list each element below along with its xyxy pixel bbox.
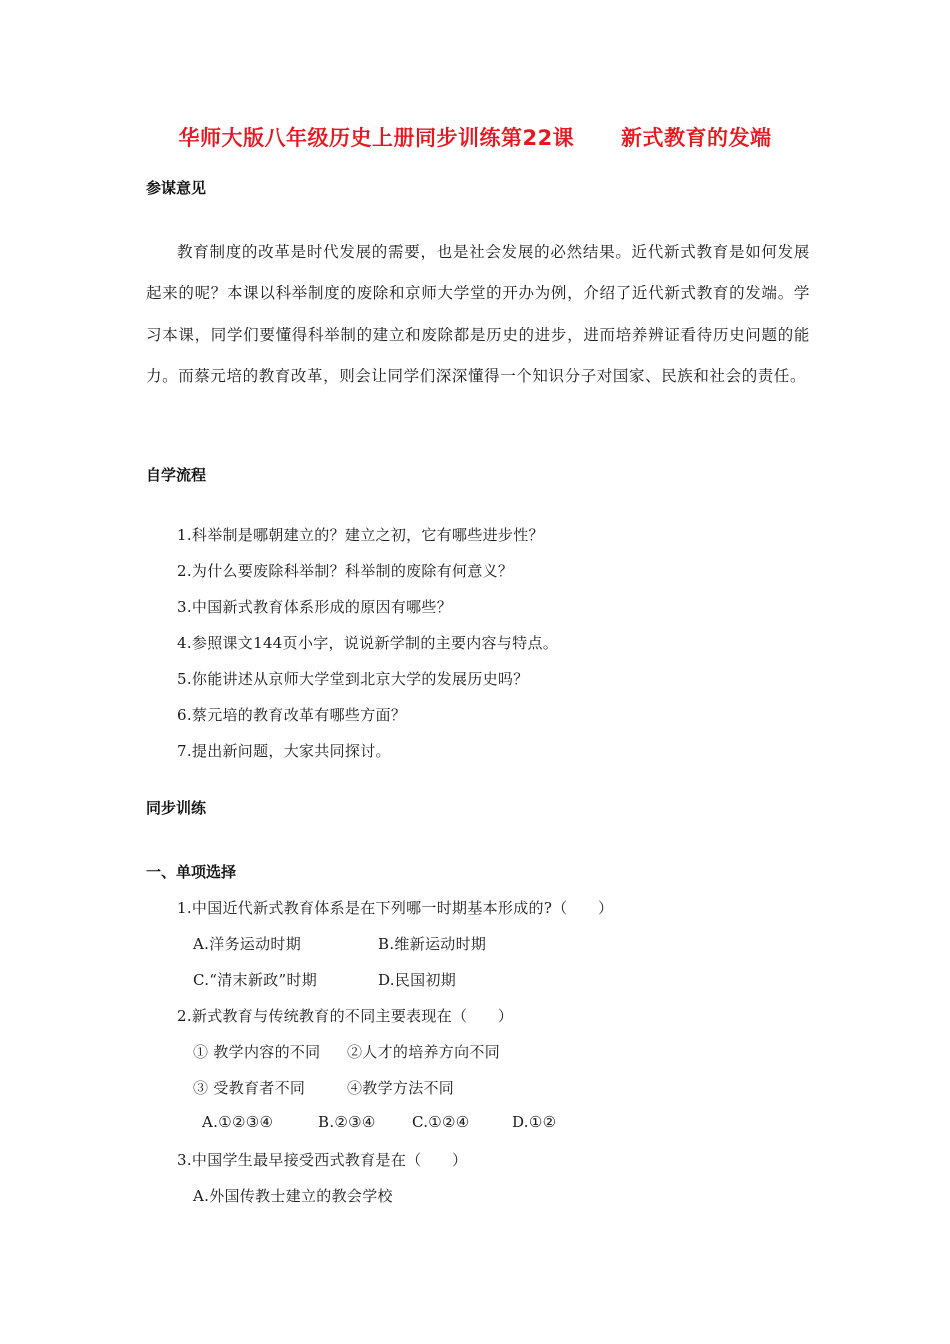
- self-study-item: 2.为什么要废除科举制？科举制的废除有何意义？: [177, 562, 514, 580]
- question-option: D.民国初期: [378, 971, 457, 989]
- question-stem: 3.中国学生最早接受西式教育是在（ ）: [177, 1151, 468, 1169]
- self-study-item: 6.蔡元培的教育改革有哪些方面？: [177, 706, 407, 724]
- question-option: C.“清末新政”时期: [193, 971, 318, 989]
- self-study-item: 1.科举制是哪朝建立的？建立之初，它有哪些进步性？: [177, 526, 544, 544]
- self-study-item: 4.参照课文144页小字，说说新学制的主要内容与特点。: [177, 634, 559, 652]
- question-statement: ④教学方法不同: [347, 1079, 455, 1097]
- question-option: B.②③④: [318, 1113, 376, 1131]
- question-statement: ③ 受教育者不同: [193, 1079, 306, 1097]
- section-heading-self-study: 自学流程: [146, 466, 207, 484]
- self-study-item: 3.中国新式教育体系形成的原因有哪些？: [177, 598, 453, 616]
- question-option: A.①②③④: [202, 1113, 274, 1131]
- section-heading-advice: 参谋意见: [146, 179, 207, 197]
- self-study-item: 7.提出新问题，大家共同探讨。: [177, 742, 391, 760]
- self-study-item: 5.你能讲述从京师大学堂到北京大学的发展历史吗？: [177, 670, 529, 688]
- question-statement: ②人才的培养方向不同: [347, 1043, 501, 1061]
- document-title: 华师大版八年级历史上册同步训练第22课 新式教育的发端: [178, 126, 772, 150]
- question-stem: 1.中国近代新式教育体系是在下列哪一时期基本形成的?（ ）: [177, 899, 614, 917]
- question-stem: 2.新式教育与传统教育的不同主要表现在（ ）: [177, 1007, 514, 1025]
- question-option: D.①②: [512, 1113, 557, 1131]
- question-option: A.洋务运动时期: [193, 935, 302, 953]
- section-subheading-single-choice: 一、单项选择: [146, 863, 237, 881]
- advice-paragraph: 教育制度的改革是时代发展的需要，也是社会发展的必然结果。近代新式教育是如何发展起来的呢？本课以科举制度的废除和京师大学堂的开办为例，介绍了近代新式教育的发端。学习本课，同学们要懂得科举制的建立和废除都是历史的进步，进而培养辨证看待历史问题的能力。而蔡元培的教育改革，则会让同学们深深懂得一个知识分子对国家、民族和社会的责任。: [146, 243, 810, 385]
- question-option: A.外国传教士建立的教会学校: [193, 1187, 393, 1205]
- question-statement: ① 教学内容的不同: [193, 1043, 321, 1061]
- question-option: B.维新运动时期: [378, 935, 487, 953]
- section-heading-practice: 同步训练: [146, 799, 207, 817]
- question-option: C.①②④: [412, 1113, 470, 1131]
